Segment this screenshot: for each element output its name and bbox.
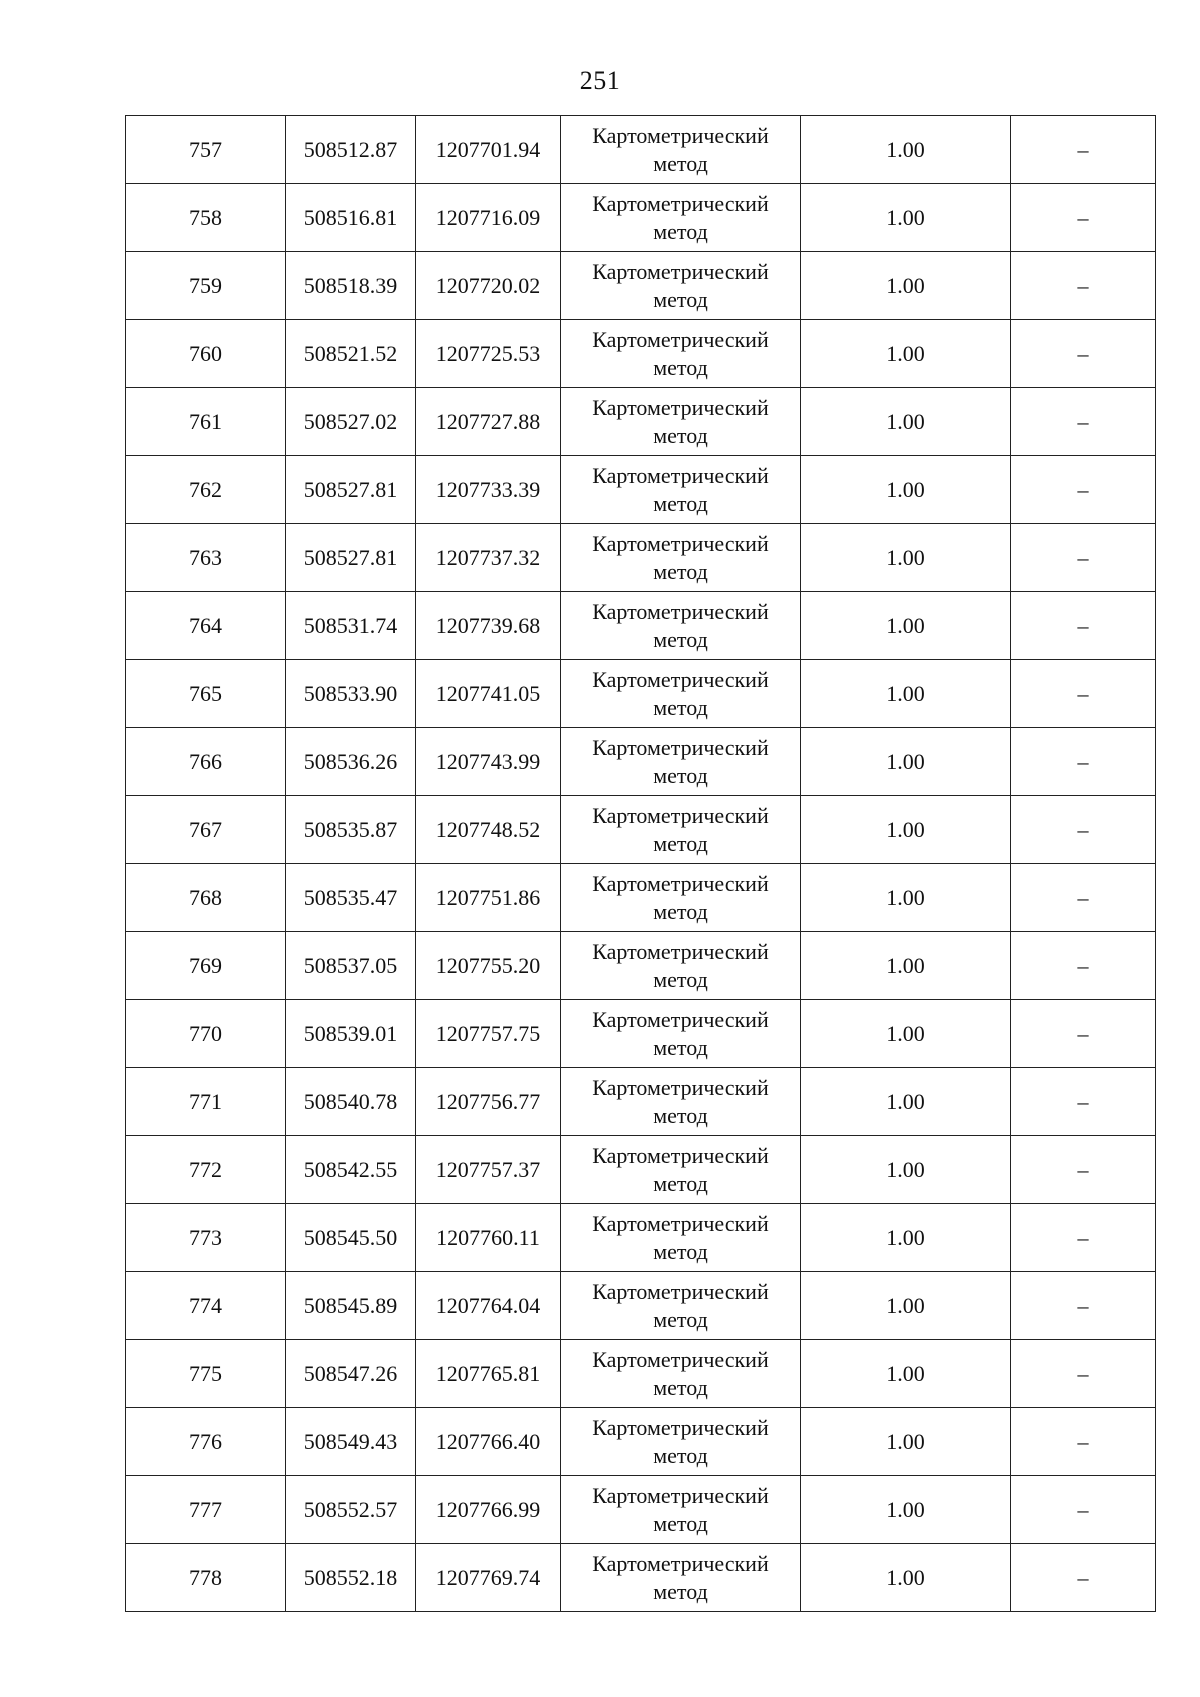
y-coordinate-cell: 1207733.39 bbox=[416, 456, 561, 524]
table-row bbox=[126, 320, 1156, 388]
accuracy-cell: 1.00 bbox=[801, 1544, 1011, 1612]
method-cell bbox=[561, 1544, 801, 1612]
note-cell: – bbox=[1011, 1272, 1156, 1340]
table-row bbox=[126, 728, 1156, 796]
table-row bbox=[126, 388, 1156, 456]
x-coordinate-cell: 508521.52 bbox=[286, 320, 416, 388]
note-cell: – bbox=[1011, 1340, 1156, 1408]
point-number-cell: 768 bbox=[126, 864, 286, 932]
note-cell: – bbox=[1011, 1476, 1156, 1544]
method-line-2: метод bbox=[653, 218, 708, 244]
accuracy-cell: 1.00 bbox=[801, 796, 1011, 864]
method-line-2: метод bbox=[653, 354, 708, 380]
note-cell: – bbox=[1011, 932, 1156, 1000]
y-coordinate-cell: 1207743.99 bbox=[416, 728, 561, 796]
table-row bbox=[126, 1544, 1156, 1612]
y-coordinate-cell: 1207757.37 bbox=[416, 1136, 561, 1204]
coordinates-table bbox=[125, 115, 1156, 1612]
point-number-cell: 759 bbox=[126, 252, 286, 320]
table-row bbox=[126, 184, 1156, 252]
method-line-2: метод bbox=[653, 1510, 708, 1536]
method-line-2: метод bbox=[653, 898, 708, 924]
method-line-2: метод bbox=[653, 1034, 708, 1060]
method-line-1: Картометрический bbox=[592, 122, 769, 148]
table-row bbox=[126, 660, 1156, 728]
note-cell: – bbox=[1011, 388, 1156, 456]
method-cell bbox=[561, 728, 801, 796]
point-number-cell: 762 bbox=[126, 456, 286, 524]
point-number-cell: 761 bbox=[126, 388, 286, 456]
method-line-1: Картометрический bbox=[592, 938, 769, 964]
y-coordinate-cell: 1207701.94 bbox=[416, 116, 561, 184]
method-cell bbox=[561, 116, 801, 184]
method-line-1: Картометрический bbox=[592, 258, 769, 284]
y-coordinate-cell: 1207756.77 bbox=[416, 1068, 561, 1136]
y-coordinate-cell: 1207765.81 bbox=[416, 1340, 561, 1408]
point-number-cell: 767 bbox=[126, 796, 286, 864]
method-line-1: Картометрический bbox=[592, 1074, 769, 1100]
accuracy-cell: 1.00 bbox=[801, 456, 1011, 524]
y-coordinate-cell: 1207741.05 bbox=[416, 660, 561, 728]
method-cell bbox=[561, 1408, 801, 1476]
note-cell: – bbox=[1011, 728, 1156, 796]
accuracy-cell: 1.00 bbox=[801, 1204, 1011, 1272]
y-coordinate-cell: 1207727.88 bbox=[416, 388, 561, 456]
y-coordinate-cell: 1207766.40 bbox=[416, 1408, 561, 1476]
table-row bbox=[126, 1476, 1156, 1544]
x-coordinate-cell: 508535.87 bbox=[286, 796, 416, 864]
y-coordinate-cell: 1207748.52 bbox=[416, 796, 561, 864]
method-line-2: метод bbox=[653, 1306, 708, 1332]
method-line-2: метод bbox=[653, 150, 708, 176]
method-cell bbox=[561, 1340, 801, 1408]
y-coordinate-cell: 1207716.09 bbox=[416, 184, 561, 252]
table-row bbox=[126, 864, 1156, 932]
note-cell: – bbox=[1011, 1408, 1156, 1476]
note-cell: – bbox=[1011, 184, 1156, 252]
method-line-2: метод bbox=[653, 1442, 708, 1468]
method-cell bbox=[561, 1204, 801, 1272]
method-line-2: метод bbox=[653, 1374, 708, 1400]
x-coordinate-cell: 508537.05 bbox=[286, 932, 416, 1000]
table-row bbox=[126, 116, 1156, 184]
point-number-cell: 776 bbox=[126, 1408, 286, 1476]
method-line-1: Картометрический bbox=[592, 802, 769, 828]
method-cell bbox=[561, 864, 801, 932]
method-line-2: метод bbox=[653, 966, 708, 992]
note-cell: – bbox=[1011, 1544, 1156, 1612]
method-line-2: метод bbox=[653, 1170, 708, 1196]
method-cell bbox=[561, 932, 801, 1000]
accuracy-cell: 1.00 bbox=[801, 728, 1011, 796]
accuracy-cell: 1.00 bbox=[801, 524, 1011, 592]
accuracy-cell: 1.00 bbox=[801, 1272, 1011, 1340]
method-cell bbox=[561, 320, 801, 388]
method-line-2: метод bbox=[653, 490, 708, 516]
table-row bbox=[126, 1000, 1156, 1068]
y-coordinate-cell: 1207755.20 bbox=[416, 932, 561, 1000]
note-cell: – bbox=[1011, 592, 1156, 660]
table-row bbox=[126, 796, 1156, 864]
method-cell bbox=[561, 1476, 801, 1544]
accuracy-cell: 1.00 bbox=[801, 1068, 1011, 1136]
y-coordinate-cell: 1207766.99 bbox=[416, 1476, 561, 1544]
accuracy-cell: 1.00 bbox=[801, 1000, 1011, 1068]
y-coordinate-cell: 1207757.75 bbox=[416, 1000, 561, 1068]
method-line-2: метод bbox=[653, 1102, 708, 1128]
point-number-cell: 775 bbox=[126, 1340, 286, 1408]
method-cell bbox=[561, 1068, 801, 1136]
table-row bbox=[126, 524, 1156, 592]
method-line-1: Картометрический bbox=[592, 1346, 769, 1372]
accuracy-cell: 1.00 bbox=[801, 184, 1011, 252]
note-cell: – bbox=[1011, 1204, 1156, 1272]
point-number-cell: 770 bbox=[126, 1000, 286, 1068]
x-coordinate-cell: 508545.50 bbox=[286, 1204, 416, 1272]
note-cell: – bbox=[1011, 116, 1156, 184]
table-row bbox=[126, 1136, 1156, 1204]
method-cell bbox=[561, 524, 801, 592]
accuracy-cell: 1.00 bbox=[801, 1408, 1011, 1476]
method-cell bbox=[561, 1136, 801, 1204]
point-number-cell: 773 bbox=[126, 1204, 286, 1272]
x-coordinate-cell: 508512.87 bbox=[286, 116, 416, 184]
method-line-2: метод bbox=[653, 422, 708, 448]
table-row bbox=[126, 456, 1156, 524]
x-coordinate-cell: 508539.01 bbox=[286, 1000, 416, 1068]
method-line-2: метод bbox=[653, 1238, 708, 1264]
method-line-2: метод bbox=[653, 694, 708, 720]
note-cell: – bbox=[1011, 864, 1156, 932]
point-number-cell: 766 bbox=[126, 728, 286, 796]
method-cell bbox=[561, 796, 801, 864]
y-coordinate-cell: 1207764.04 bbox=[416, 1272, 561, 1340]
table-row bbox=[126, 1272, 1156, 1340]
y-coordinate-cell: 1207751.86 bbox=[416, 864, 561, 932]
table-row bbox=[126, 1408, 1156, 1476]
method-cell bbox=[561, 252, 801, 320]
note-cell: – bbox=[1011, 320, 1156, 388]
method-cell bbox=[561, 1272, 801, 1340]
method-cell bbox=[561, 456, 801, 524]
method-line-1: Картометрический bbox=[592, 190, 769, 216]
method-line-1: Картометрический bbox=[592, 666, 769, 692]
method-line-1: Картометрический bbox=[592, 394, 769, 420]
method-line-2: метод bbox=[653, 830, 708, 856]
x-coordinate-cell: 508540.78 bbox=[286, 1068, 416, 1136]
method-line-1: Картометрический bbox=[592, 1006, 769, 1032]
note-cell: – bbox=[1011, 796, 1156, 864]
point-number-cell: 758 bbox=[126, 184, 286, 252]
note-cell: – bbox=[1011, 524, 1156, 592]
x-coordinate-cell: 508527.81 bbox=[286, 524, 416, 592]
point-number-cell: 760 bbox=[126, 320, 286, 388]
table-row bbox=[126, 1068, 1156, 1136]
method-line-2: метод bbox=[653, 1578, 708, 1604]
y-coordinate-cell: 1207739.68 bbox=[416, 592, 561, 660]
accuracy-cell: 1.00 bbox=[801, 864, 1011, 932]
accuracy-cell: 1.00 bbox=[801, 320, 1011, 388]
accuracy-cell: 1.00 bbox=[801, 592, 1011, 660]
x-coordinate-cell: 508531.74 bbox=[286, 592, 416, 660]
note-cell: – bbox=[1011, 252, 1156, 320]
point-number-cell: 777 bbox=[126, 1476, 286, 1544]
y-coordinate-cell: 1207769.74 bbox=[416, 1544, 561, 1612]
x-coordinate-cell: 508535.47 bbox=[286, 864, 416, 932]
method-line-1: Картометрический bbox=[592, 734, 769, 760]
x-coordinate-cell: 508547.26 bbox=[286, 1340, 416, 1408]
x-coordinate-cell: 508552.57 bbox=[286, 1476, 416, 1544]
x-coordinate-cell: 508527.81 bbox=[286, 456, 416, 524]
point-number-cell: 765 bbox=[126, 660, 286, 728]
point-number-cell: 769 bbox=[126, 932, 286, 1000]
table-row bbox=[126, 1204, 1156, 1272]
point-number-cell: 778 bbox=[126, 1544, 286, 1612]
method-cell bbox=[561, 184, 801, 252]
point-number-cell: 764 bbox=[126, 592, 286, 660]
method-line-1: Картометрический bbox=[592, 870, 769, 896]
method-line-1: Картометрический bbox=[592, 1482, 769, 1508]
method-line-1: Картометрический bbox=[592, 326, 769, 352]
method-cell bbox=[561, 388, 801, 456]
method-line-1: Картометрический bbox=[592, 1550, 769, 1576]
accuracy-cell: 1.00 bbox=[801, 388, 1011, 456]
point-number-cell: 757 bbox=[126, 116, 286, 184]
table-row bbox=[126, 592, 1156, 660]
method-cell bbox=[561, 660, 801, 728]
accuracy-cell: 1.00 bbox=[801, 1476, 1011, 1544]
table-row bbox=[126, 252, 1156, 320]
x-coordinate-cell: 508518.39 bbox=[286, 252, 416, 320]
method-line-1: Картометрический bbox=[592, 530, 769, 556]
accuracy-cell: 1.00 bbox=[801, 1136, 1011, 1204]
method-line-2: метод bbox=[653, 762, 708, 788]
method-cell bbox=[561, 1000, 801, 1068]
accuracy-cell: 1.00 bbox=[801, 1340, 1011, 1408]
accuracy-cell: 1.00 bbox=[801, 116, 1011, 184]
point-number-cell: 772 bbox=[126, 1136, 286, 1204]
table-row bbox=[126, 1340, 1156, 1408]
y-coordinate-cell: 1207760.11 bbox=[416, 1204, 561, 1272]
point-number-cell: 771 bbox=[126, 1068, 286, 1136]
x-coordinate-cell: 508536.26 bbox=[286, 728, 416, 796]
table-body bbox=[126, 116, 1156, 1612]
method-line-1: Картометрический bbox=[592, 1414, 769, 1440]
method-line-1: Картометрический bbox=[592, 598, 769, 624]
note-cell: – bbox=[1011, 660, 1156, 728]
x-coordinate-cell: 508533.90 bbox=[286, 660, 416, 728]
note-cell: – bbox=[1011, 1000, 1156, 1068]
x-coordinate-cell: 508549.43 bbox=[286, 1408, 416, 1476]
accuracy-cell: 1.00 bbox=[801, 252, 1011, 320]
x-coordinate-cell: 508516.81 bbox=[286, 184, 416, 252]
page-number: 251 bbox=[579, 66, 621, 95]
note-cell: – bbox=[1011, 1136, 1156, 1204]
method-line-2: метод bbox=[653, 286, 708, 312]
note-cell: – bbox=[1011, 1068, 1156, 1136]
x-coordinate-cell: 508542.55 bbox=[286, 1136, 416, 1204]
table-row bbox=[126, 932, 1156, 1000]
method-line-2: метод bbox=[653, 626, 708, 652]
y-coordinate-cell: 1207725.53 bbox=[416, 320, 561, 388]
method-line-1: Картометрический bbox=[592, 1278, 769, 1304]
y-coordinate-cell: 1207720.02 bbox=[416, 252, 561, 320]
accuracy-cell: 1.00 bbox=[801, 932, 1011, 1000]
method-line-1: Картометрический bbox=[592, 1142, 769, 1168]
method-cell bbox=[561, 592, 801, 660]
x-coordinate-cell: 508552.18 bbox=[286, 1544, 416, 1612]
x-coordinate-cell: 508527.02 bbox=[286, 388, 416, 456]
point-number-cell: 774 bbox=[126, 1272, 286, 1340]
accuracy-cell: 1.00 bbox=[801, 660, 1011, 728]
y-coordinate-cell: 1207737.32 bbox=[416, 524, 561, 592]
note-cell: – bbox=[1011, 456, 1156, 524]
method-line-1: Картометрический bbox=[592, 462, 769, 488]
x-coordinate-cell: 508545.89 bbox=[286, 1272, 416, 1340]
method-line-1: Картометрический bbox=[592, 1210, 769, 1236]
method-line-2: метод bbox=[653, 558, 708, 584]
point-number-cell: 763 bbox=[126, 524, 286, 592]
